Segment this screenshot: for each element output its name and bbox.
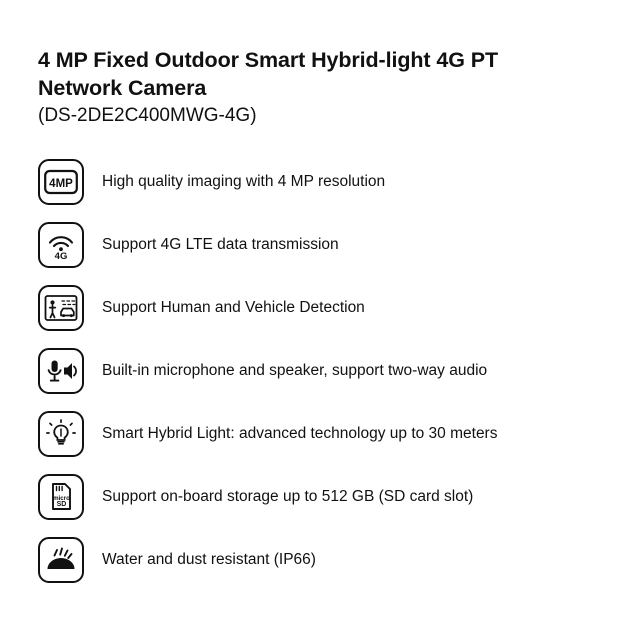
feature-list xyxy=(38,150,606,591)
micro-sd-card-icon xyxy=(38,474,84,520)
feature-text: Support 4G LTE data transmission xyxy=(102,236,339,254)
svg-text:micro: micro xyxy=(53,494,70,502)
list-item xyxy=(38,276,606,339)
feature-text: Built-in microphone and speaker, support two-way audio xyxy=(102,362,488,380)
human-vehicle-detection-icon xyxy=(38,285,84,331)
list-item xyxy=(38,528,606,591)
4g-signal-icon xyxy=(38,222,84,268)
water-dust-resistant-icon xyxy=(38,537,84,583)
list-item xyxy=(38,339,606,402)
svg-text:4G: 4G xyxy=(54,250,68,261)
4mp-resolution-icon xyxy=(38,159,84,205)
list-item xyxy=(38,213,606,276)
feature-text: High quality imaging with 4 MP resolution xyxy=(102,173,386,191)
smart-hybrid-light-icon xyxy=(38,411,84,457)
page-title: 4 MP Fixed Outdoor Smart Hybrid-light 4G PT Network Camera xyxy=(38,48,498,101)
product-model: (DS-2DE2C400MWG-4G) xyxy=(38,104,257,126)
feature-text: Support Human and Vehicle Detection xyxy=(102,299,365,317)
feature-text: Water and dust resistant (IP66) xyxy=(102,551,316,569)
list-item xyxy=(38,465,606,528)
svg-text:SD: SD xyxy=(56,500,67,508)
feature-text: Support on-board storage up to 512 GB (SD card slot) xyxy=(102,488,474,506)
svg-text:4MP: 4MP xyxy=(49,177,73,190)
list-item xyxy=(38,402,606,465)
list-item xyxy=(38,150,606,213)
feature-text: Smart Hybrid Light: advanced technology up to 30 meters xyxy=(102,425,498,443)
two-way-audio-icon xyxy=(38,348,84,394)
title-block xyxy=(38,46,606,128)
